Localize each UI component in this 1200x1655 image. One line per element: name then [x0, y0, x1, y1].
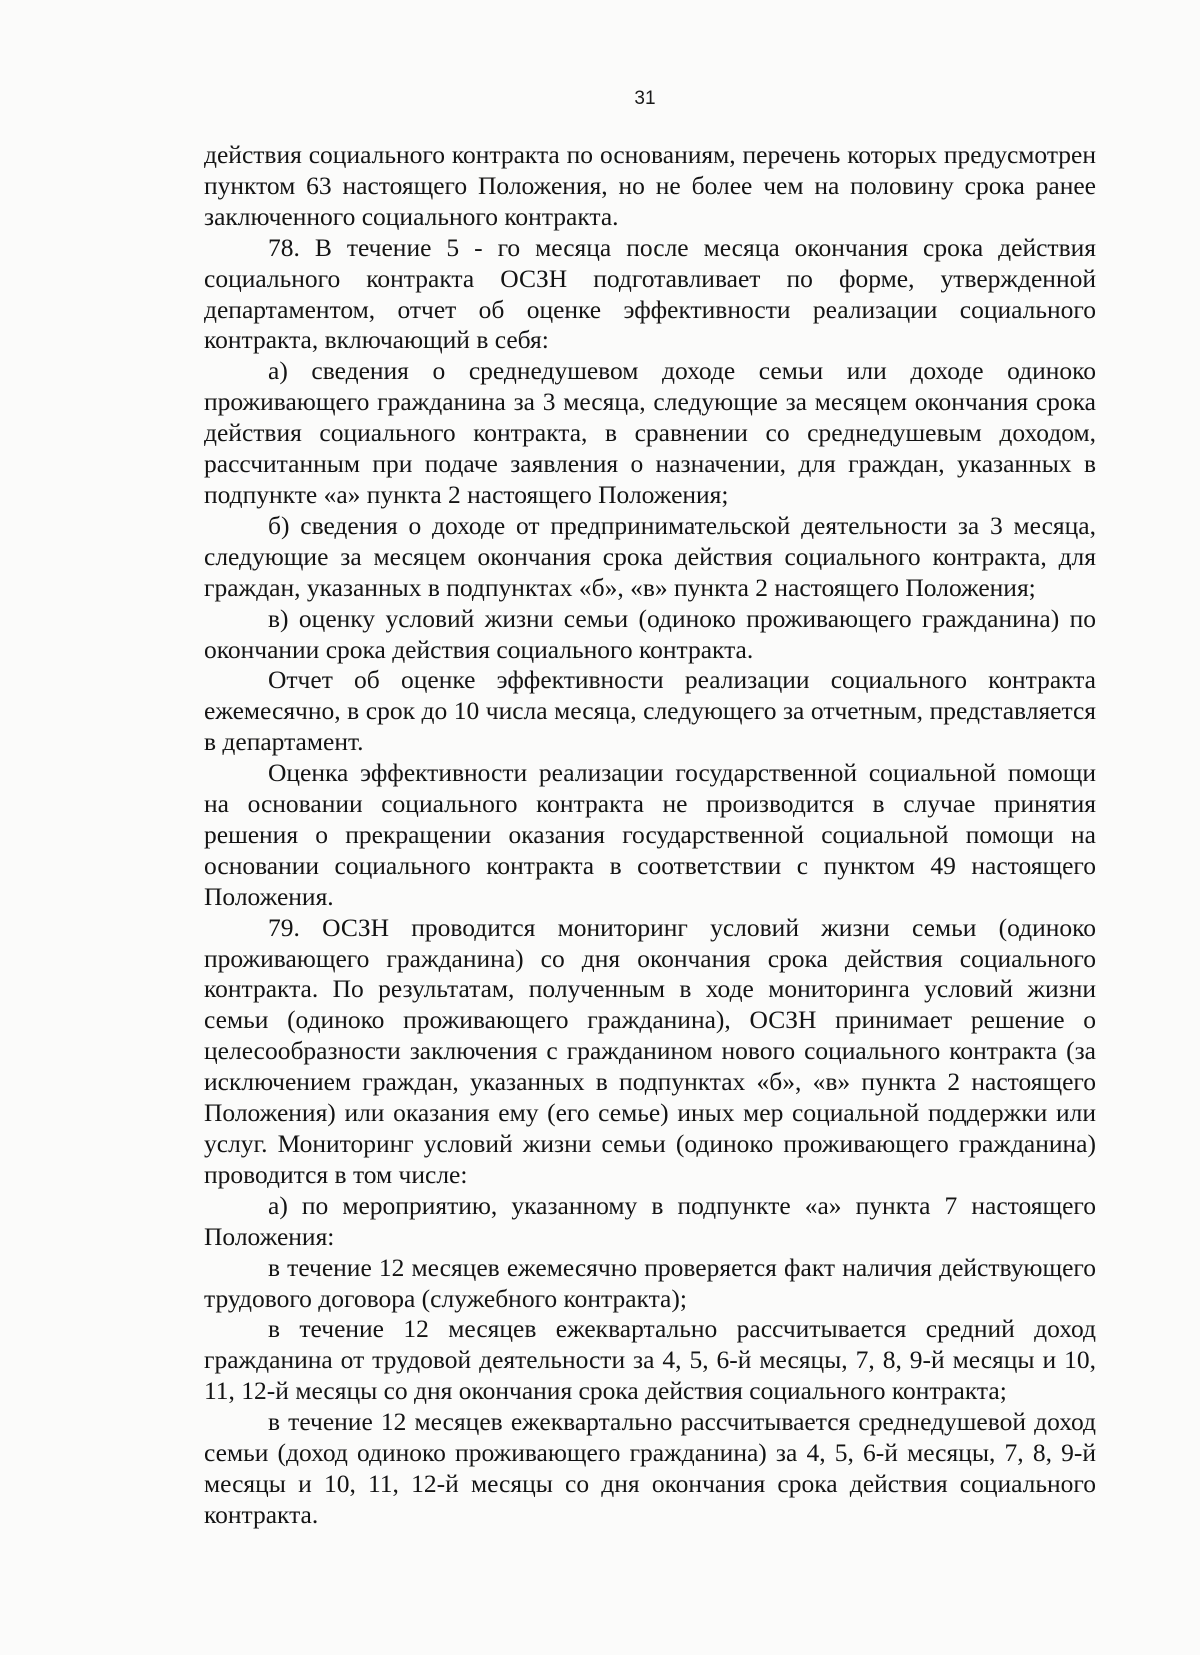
paragraph-quarterly-income: в течение 12 месяцев ежеквартально рассчитывается средний доход гражданина от трудовой деятельности за 4, 5, 6-й месяцы, 7, 8, 9-й месяцы и 10, 11, 12-й месяцы со дня окончания срока действия социального контракта;: [204, 1314, 1096, 1406]
paragraph-continuation: действия социального контракта по основаниям, перечень которых предусмотрен пунктом 63 настоящего Положения, но не более чем на половину срока ранее заключенного социального контракта.: [204, 140, 1096, 231]
paragraph-clause-79: 79. ОСЗН проводится мониторинг условий жизни семьи (одиноко проживающего гражданина) со дня окончания срока действия социального контракта. По результатам, полученным в ходе мониторинга условий жизни семьи (одиноко проживающего гражданина), ОСЗН принимает решение о целесообразности заключения с гражданином нового социального контракта (за исключением граждан, указанных в подпунктах «б», «в» пункта 2 настоящего Положения) или оказания ему (его семье) иных мер социальной поддержки или услуг. Мониторинг условий жизни семьи (одиноко проживающего гражданина) проводится в том числе:: [204, 912, 1096, 1189]
paragraph-monthly-check: в течение 12 месяцев ежемесячно проверяется факт наличия действующего трудового договора (служебного контракта);: [204, 1252, 1096, 1313]
paragraph-report-submission: Отчет об оценке эффективности реализации социального контракта ежемесячно, в срок до 10 числа месяца, следующего за отчетным, представляется в департамент.: [204, 665, 1096, 757]
paragraph-evaluation-exception: Оценка эффективности реализации государственной социальной помощи на основании социального контракта не производится в случае принятия решения о прекращении оказания государственной социальной помощи на основании социального контракта в соответствии с пунктом 49 настоящего Положения.: [204, 758, 1096, 911]
paragraph-quarterly-per-capita: в течение 12 месяцев ежеквартально рассчитывается среднедушевой доход семьи (доход одиноко проживающего гражданина) за 4, 5, 6-й месяцы, 7, 8, 9-й месяцы и 10, 11, 12-й месяцы со дня окончания срока действия социального контракта.: [204, 1407, 1096, 1529]
paragraph-clause-78-v: в) оценку условий жизни семьи (одиноко проживающего гражданина) по окончании срока действия социального контракта.: [204, 603, 1096, 664]
page-number: 31: [634, 88, 656, 109]
paragraph-clause-78: 78. В течение 5 - го месяца после месяца окончания срока действия социального контракта ОСЗН подготавливает по форме, утвержденной департаментом, отчет об оценке эффективности реализации социального контракта, включающий в себя:: [204, 232, 1096, 355]
paragraph-clause-78-a: а) сведения о среднедушевом доходе семьи или доходе одиноко проживающего гражданина за 3 месяца, следующие за месяцем окончания срока действия социального контракта, в сравнении со среднедушевым доходом, рассчитанным при подаче заявления о назначении, для граждан, указанных в подпункте «а» пункта 2 настоящего Положения;: [204, 356, 1096, 509]
paragraph-clause-78-b: б) сведения о доходе от предпринимательской деятельности за 3 месяца, следующие за месяцем окончания срока действия социального контракта, для граждан, указанных в подпунктах «б», «в» пункта 2 настоящего Положения;: [204, 510, 1096, 602]
paragraph-clause-79-a: а) по мероприятию, указанному в подпункте «а» пункта 7 настоящего Положения:: [204, 1190, 1096, 1251]
document-body: [204, 140, 1096, 1531]
